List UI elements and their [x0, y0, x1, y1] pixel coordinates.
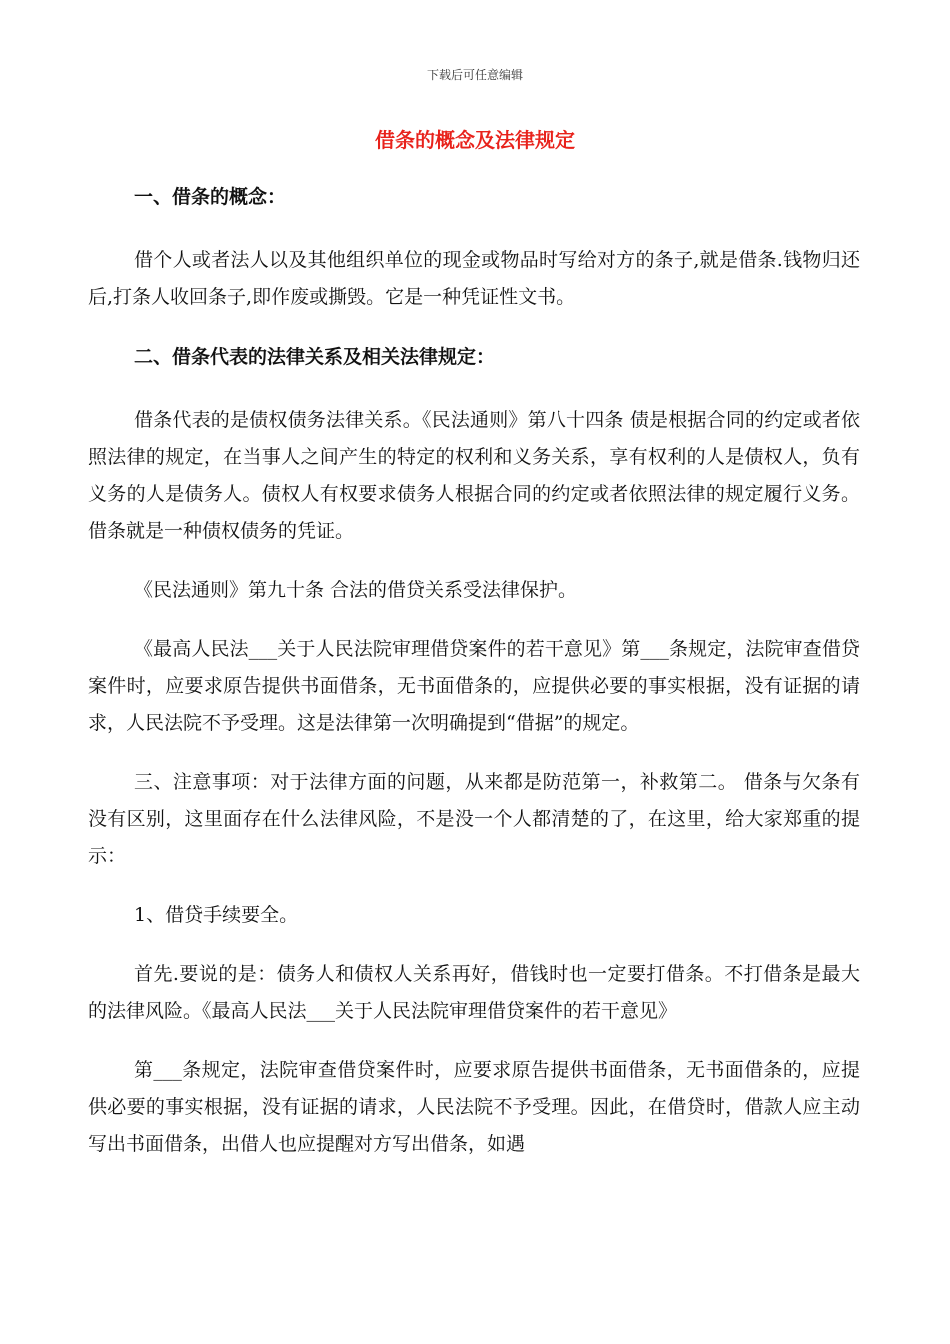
paragraph-legal-relations: 借条代表的是债权债务法律关系。《民法通则》第八十四条 债是根据合同的约定或者依照法律的规定，在当事人之间产生的特定的权利和义务关系，享有权利的人是债权人，负有义务的人是债务人。债权人有权要求债务人根据合同的约定或者依照法律的规定履行义务。借条就是一种债权债务的凭证。 [88, 409, 860, 542]
paragraph-must-write-iou: 首先.要说的是：债务人和债权人关系再好，借钱时也一定要打借条。不打借条是最大的法律风险。《最高人民法___关于人民法院审理借贷案件的若干意见》 [88, 963, 860, 1022]
paragraph-article-90: 《民法通则》第九十条 合法的借贷关系受法律保护。 [134, 579, 578, 601]
paragraph-supreme-court-opinion: 《最高人民法___关于人民法院审理借贷案件的若干意见》第___条规定，法院审查借贷案件时，应要求原告提供书面借条，无书面借条的，应提供必要的事实根据，没有证据的请求，人民法院不予受理。这是法律第一次明确提到“借据”的规定。 [88, 638, 860, 734]
document-body [88, 178, 860, 1185]
list-item-complete-procedures: 1、借贷手续要全。 [134, 904, 299, 926]
document-title: 借条的概念及法律规定 [375, 128, 575, 152]
header-note: 下载后可任意编辑 [426, 68, 523, 82]
paragraph-court-requirement: 第___条规定，法院审查借贷案件时，应要求原告提供书面借条，无书面借条的，应提供必要的事实根据，没有证据的请求，人民法院不予受理。因此，在借贷时，借款人应主动写出书面借条，出借人也应提醒对方写出借条，如遇 [88, 1059, 860, 1155]
paragraph-precautions: 三、注意事项：对于法律方面的问题，从来都是防范第一，补救第二。 借条与欠条有没有区别，这里面存在什么法律风险，不是没一个人都清楚的了，在这里，给大家郑重的提示： [88, 771, 860, 867]
paragraph-concept: 借个人或者法人以及其他组织单位的现金或物品时写给对方的条子,就是借条.钱物归还后,打条人收回条子,即作废或撕毁。它是一种凭证性文书。 [88, 249, 860, 308]
section-heading-legal-relations: 二、借条代表的法律关系及相关法律规定： [134, 346, 496, 368]
section-heading-concept: 一、借条的概念： [134, 186, 287, 208]
